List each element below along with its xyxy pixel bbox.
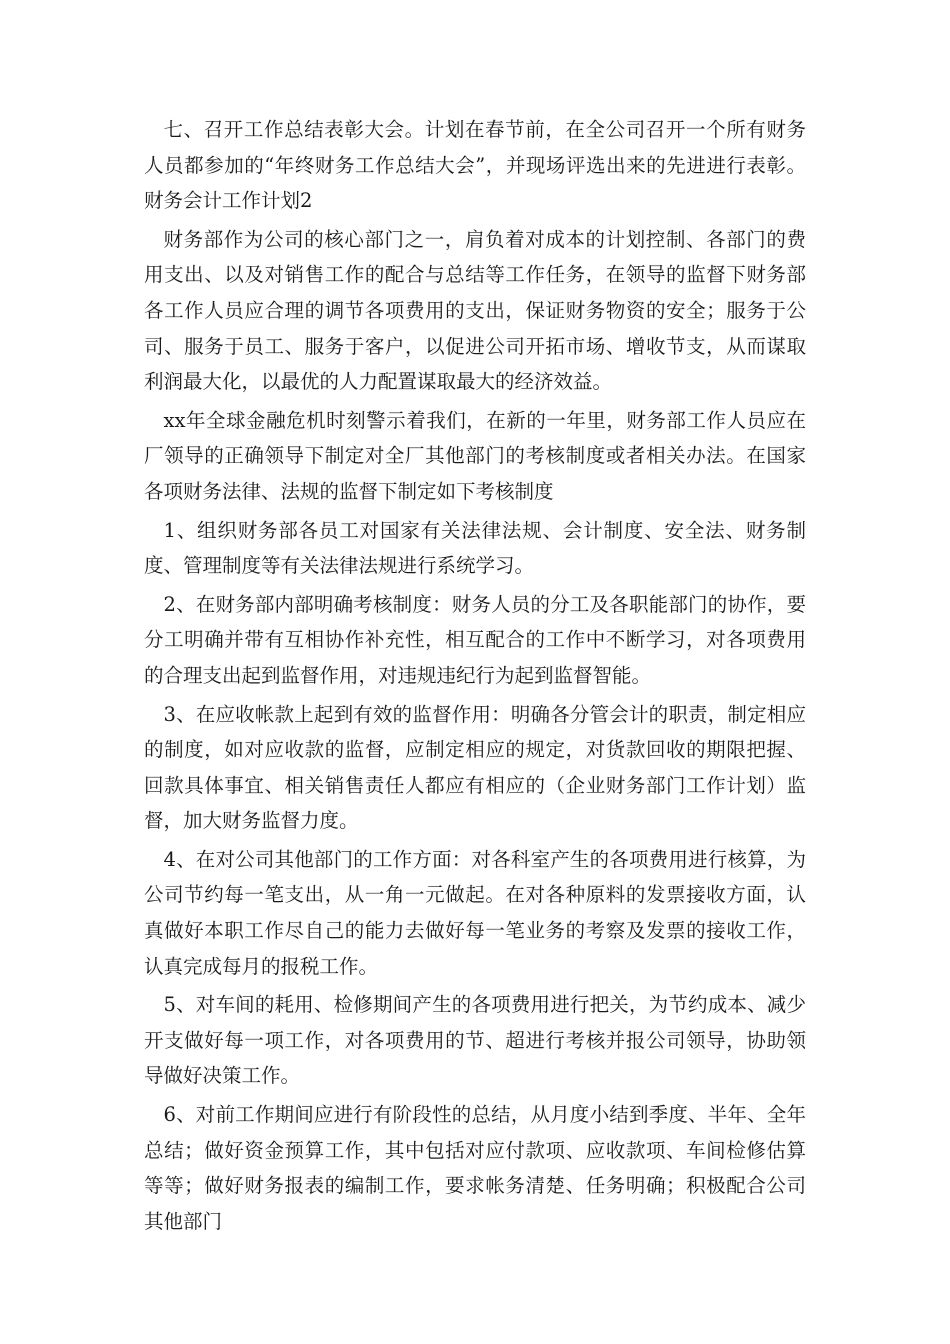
paragraph-item-6: 6、对前工作期间应进行有阶段性的总结，从月度小结到季度、半年、全年总结；做好资金预算工作，其中包括对应付款项、应收款项、车间检修估算等等；做好财务报表的编制工作，要求帐务清楚、任务明确；积极配合公司其他部门 xyxy=(144,1103,806,1233)
paragraph-section-7-meeting: 七、召开工作总结表彰大会。计划在春节前，在全公司召开一个所有财务人员都参加的“年终财务工作总结大会”，并现场评选出来的先进进行表彰。财务会计工作计划2 xyxy=(144,118,806,213)
paragraph-item-4: 4、在对公司其他部门的工作方面：对各科室产生的各项费用进行核算，为公司节约每一笔支出，从一角一元做起。在对各种原料的发票接收方面，认真做好本职工作尽自己的能力去做好每一笔业务的考察及发票的接收工作，认真完成每月的报税工作。 xyxy=(144,847,806,978)
document-page xyxy=(144,112,806,1242)
paragraph-item-2: 2、在财务部内部明确考核制度：财务人员的分工及各职能部门的协作，要分工明确并带有互相协作补充性，相互配合的工作中不断学习，对各项费用的合理支出起到监督作用，对违规违纪行为起到监督智能。 xyxy=(144,592,806,687)
paragraph-item-5: 5、对车间的耗用、检修期间产生的各项费用进行把关，为节约成本、减少开支做好每一项工作，对各项费用的节、超进行考核并报公司领导，协助领导做好决策工作。 xyxy=(144,993,806,1088)
paragraph-financial-crisis: xx年全球金融危机时刻警示着我们，在新的一年里，财务部工作人员应在厂领导的正确领导下制定对全厂其他部门的考核制度或者相关办法。在国家各项财务法律、法规的监督下制定如下考核制度 xyxy=(144,408,806,503)
paragraph-item-3: 3、在应收帐款上起到有效的监督作用：明确各分管会计的职责，制定相应的制度，如对应收款的监督，应制定相应的规定，对货款回收的期限把握、回款具体事宜、相关销售责任人都应有相应的（企业财务部门工作计划）监督，加大财务监督力度。 xyxy=(144,702,806,833)
paragraph-finance-dept-role: 财务部作为公司的核心部门之一，肩负着对成本的计划控制、各部门的费用支出、以及对销售工作的配合与总结等工作任务，在领导的监督下财务部各工作人员应合理的调节各项费用的支出，保证财务物资的安全；服务于公司、服务于员工、服务于客户，以促进公司开拓市场、增收节支，从而谋取利润最大化，以最优的人力配置谋取最大的经济效益。 xyxy=(144,227,806,394)
paragraph-item-1: 1、组织财务部各员工对国家有关法律法规、会计制度、安全法、财务制度、管理制度等有关法律法规进行系统学习。 xyxy=(144,518,806,578)
